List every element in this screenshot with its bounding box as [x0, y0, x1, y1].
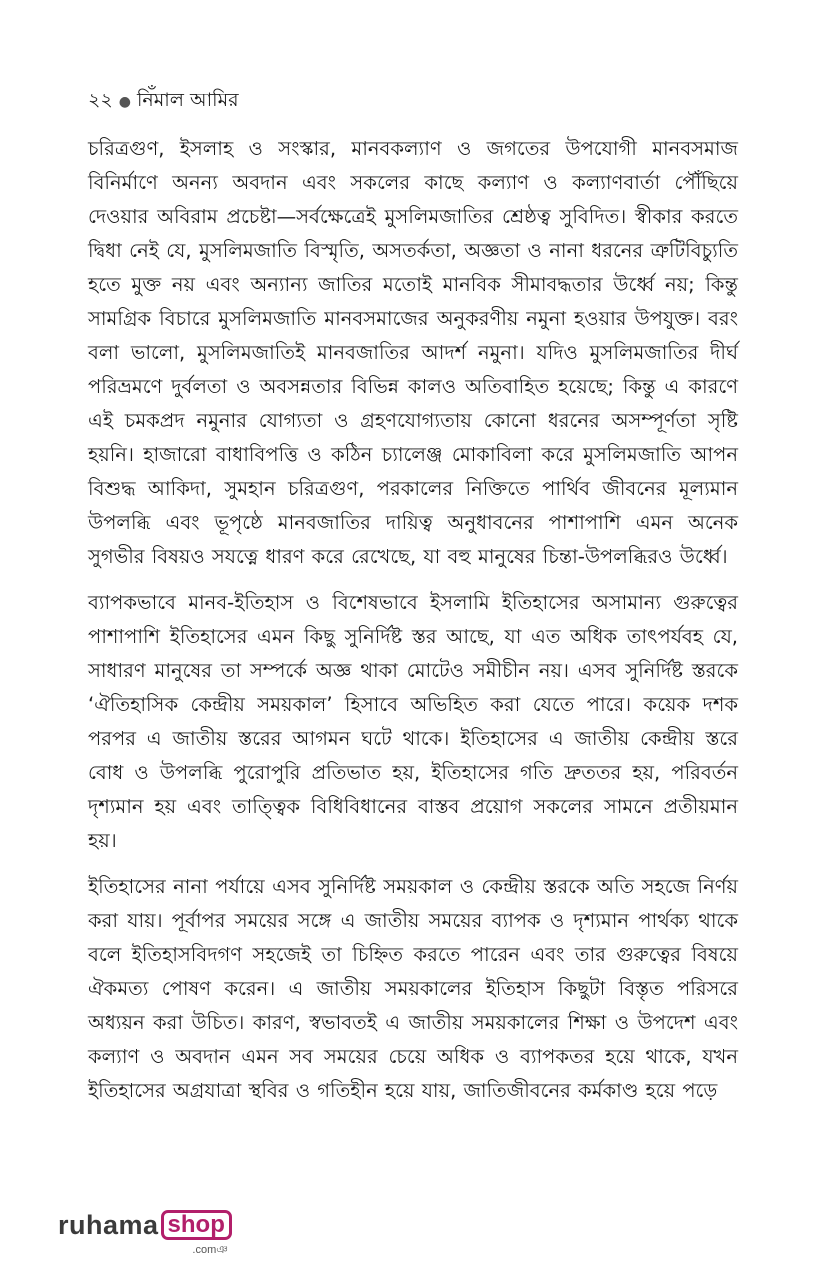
page-number: ২২	[88, 89, 113, 111]
header-separator-dot: ●	[118, 94, 131, 110]
brand-ruhama-text: ruhama	[58, 1210, 159, 1240]
page-header	[88, 86, 239, 118]
brand-domain-suffix: .comঞ	[192, 1244, 228, 1256]
brand-shop-group	[161, 1210, 232, 1260]
paragraph-3: ইতিহাসের নানা পর্যায়ে এসব সুনির্দিষ্ট সময়কাল ও কেন্দ্রীয় স্তরকে অতি সহজে নির্ণয় করা যায়। পূর্বাপর সময়ের সঙ্গে এ জাতীয় সময়ের ব্যাপক ও দৃশ্যমান পার্থক্য থাকে বলে ইতিহাসবিদগণ সহজেই তা চিহ্নিত করতে পারেন এবং তার গুরুত্বের বিষয়ে ঐকমত্য পোষণ করেন। এ জাতীয় সময়কালের ইতিহাস কিছুটা বিস্তৃত পরিসরে অধ্যয়ন করা উচিত। কারণ, স্বভাবতই এ জাতীয় সময়কালের শিক্ষা ও উপদেশ এবং কল্যাণ ও অবদান এমন সব সময়ের চেয়ে অধিক ও ব্যাপকতর হয়ে থাকে, যখন ইতিহাসের অগ্রযাত্রা স্থবির ও গতিহীন হয়ে যায়, জাতিজীবনের কর্মকাণ্ড হয়ে পড়ে	[88, 875, 738, 1102]
book-title: নিঁমাল আমির	[136, 89, 239, 111]
ruhamashop-watermark	[58, 1210, 232, 1260]
page-body	[88, 132, 738, 1120]
brand-shop-badge: shop	[161, 1210, 232, 1240]
paragraph-2: ব্যাপকভাবে মানব-ইতিহাস ও বিশেষভাবে ইসলামি ইতিহাসের অসামান্য গুরুত্বের পাশাপাশি ইতিহাসের এমন কিছু সুনির্দিষ্ট স্তর আছে, যা এত অধিক তাৎপর্যবহ যে, সাধারণ মানুষের তা সম্পর্কে অজ্ঞ থাকা মোটেও সমীচীন নয়। এসব সুনির্দিষ্ট স্তরকে ‘ঐতিহাসিক কেন্দ্রীয় সময়কাল’ হিসাবে অভিহিত করা যেতে পারে। কয়েক দশক পরপর এ জাতীয় স্তরের আগমন ঘটে থাকে। ইতিহাসের এ জাতীয় কেন্দ্রীয় স্তরে বোধ ও উপলব্ধি পুরোপুরি প্রতিভাত হয়, ইতিহাসের গতি দ্রুততর হয়, পরিবর্তন দৃশ্যমান হয় এবং তাত্ত্বিক বিধিবিধানের বাস্তব প্রয়োগ সকলের সামনে প্রতীয়মান হয়।	[88, 591, 738, 852]
paragraph-1: চরিত্রগুণ, ইসলাহ ও সংস্কার, মানবকল্যাণ ও জগতের উপযোগী মানবসমাজ বিনির্মাণে অনন্য অবদান এবং সকলের কাছে কল্যাণ ও কল্যাণবার্তা পৌঁছিয়ে দেওয়ার অবিরাম প্রচেষ্টা—সর্বক্ষেত্রেই মুসলিমজাতির শ্রেষ্ঠত্ব সুবিদিত। স্বীকার করতে দ্বিধা নেই যে, মুসলিমজাতি বিস্মৃতি, অসতর্কতা, অজ্ঞতা ও নানা ধরনের ত্রুটিবিচ্যুতি হতে মুক্ত নয় এবং অন্যান্য জাতির মতোই মানবিক সীমাবদ্ধতার উর্ধ্বে নয়; কিন্তু সামগ্রিক বিচারে মুসলিমজাতি মানবসমাজের অনুকরণীয় নমুনা হওয়ার উপযুক্ত। বরং বলা ভালো, মুসলিমজাতিই মানবজাতির আদর্শ নমুনা। যদিও মুসলিমজাতির দীর্ঘ পরিভ্রমণে দুর্বলতা ও অবসন্নতার বিভিন্ন কালও অতিবাহিত হয়েছে; কিন্তু এ কারণে এই চমকপ্রদ নমুনার যোগ্যতা ও গ্রহণযোগ্যতায় কোনো ধরনের অসম্পূর্ণতা সৃষ্টি হয়নি। হাজারো বাধাবিপত্তি ও কঠিন চ্যালেঞ্জ মোকাবিলা করে মুসলিমজাতি আপন বিশুদ্ধ আকিদা, সুমহান চরিত্রগুণ, পরকালের নিক্তিতে পার্থিব জীবনের মূল্যমান উপলব্ধি এবং ভূপৃষ্ঠে মানবজাতির দায়িত্ব অনুধাবনের পাশাপাশি এমন অনেক সুগভীর বিষয়ও সযত্নে ধারণ করে রেখেছে, যা বহু মানুষের চিন্তা-উপলব্ধিরও উর্ধ্বে।	[88, 137, 738, 568]
